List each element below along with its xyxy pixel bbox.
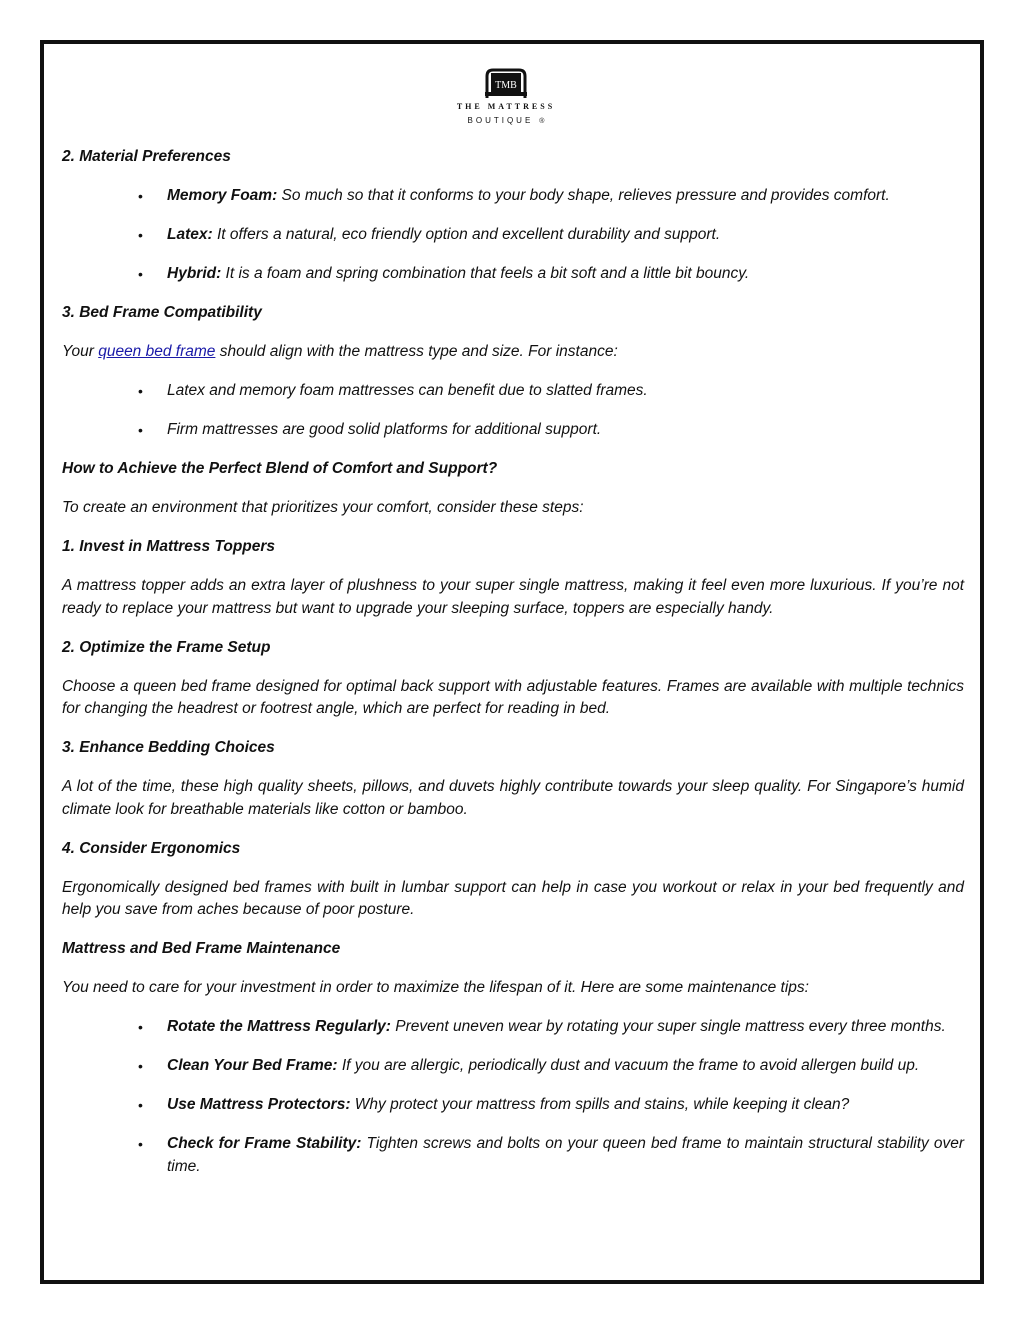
- maintenance-list: [62, 1016, 964, 1178]
- material-list: [62, 185, 964, 286]
- list-item: • Latex and memory foam mattresses can benefit due to slatted frames.: [138, 382, 648, 399]
- paragraph: You need to care for your investment in order to maximize the lifespan of it. Here are some maintenance tips:: [62, 979, 809, 996]
- paragraph: To create an environment that prioritizes your comfort, consider these steps:: [62, 499, 584, 516]
- list-item: • Check for Frame Stability: Tighten screws and bolts on your queen bed frame to maintain structural stability over time.: [138, 1135, 965, 1175]
- bedframe-list: [62, 380, 964, 442]
- section-heading: Mattress and Bed Frame Maintenance: [62, 940, 341, 957]
- paragraph: Ergonomically designed bed frames with built in lumbar support can help in case you workout or relax in your bed frequently and help you save from aches because of poor posture.: [62, 878, 964, 918]
- section-heading: 2. Material Preferences: [62, 148, 231, 165]
- section-heading: 4. Consider Ergonomics: [62, 839, 241, 857]
- list-item: • Rotate the Mattress Regularly: Prevent uneven wear by rotating your super single mattress every three months.: [138, 1018, 946, 1035]
- bed-icon: [483, 66, 529, 100]
- list-item: • Clean Your Bed Frame: If you are allergic, periodically dust and vacuum the frame to avoid allergen build up.: [138, 1057, 920, 1074]
- list-item: • Firm mattresses are good solid platforms for additional support.: [138, 421, 602, 438]
- article-body: [62, 146, 964, 1178]
- section-heading: How to Achieve the Perfect Blend of Comfort and Support?: [62, 460, 498, 477]
- list-item: • Latex: It offers a natural, eco friendly option and excellent durability and support.: [138, 226, 721, 243]
- paragraph: Your queen bed frame should align with the mattress type and size. For instance:: [62, 343, 618, 360]
- section-heading: 3. Enhance Bedding Choices: [62, 739, 275, 756]
- list-item: • Hybrid: It is a foam and spring combination that feels a bit soft and a little bit bouncy.: [138, 265, 750, 282]
- logo-monogram: TMB: [495, 80, 517, 91]
- queen-bed-frame-link[interactable]: queen bed frame: [98, 343, 216, 360]
- list-item: • Memory Foam: So much so that it conforms to your body shape, relieves pressure and provides comfort.: [138, 187, 890, 204]
- section-heading: 2. Optimize the Frame Setup: [62, 638, 271, 656]
- logo-brand-sub: BOUTIQUE ®: [467, 116, 545, 125]
- paragraph: A mattress topper adds an extra layer of plushness to your super single mattress, making it feel even more luxurious. If you’re not ready to replace your mattress but want to upgrade your sleeping surface, toppers are especially handy.: [62, 577, 964, 617]
- section-heading: 1. Invest in Mattress Toppers: [62, 538, 276, 555]
- section-heading: 3. Bed Frame Compatibility: [62, 304, 262, 321]
- paragraph: Choose a queen bed frame designed for optimal back support with adjustable features. Frames are available with multiple technics for changing the headrest or footrest angle, which are perfect for reading in bed.: [62, 677, 964, 717]
- paragraph: A lot of the time, these high quality sheets, pillows, and duvets highly contribute towards your sleep quality. For Singapore’s humid climate look for breathable materials like cotton or bamboo.: [62, 778, 964, 818]
- list-item: • Use Mattress Protectors: Why protect your mattress from spills and stains, while keeping it clean?: [138, 1096, 850, 1113]
- logo-brand-name: THE MATTRESS: [456, 102, 556, 111]
- brand-logo: [446, 66, 566, 132]
